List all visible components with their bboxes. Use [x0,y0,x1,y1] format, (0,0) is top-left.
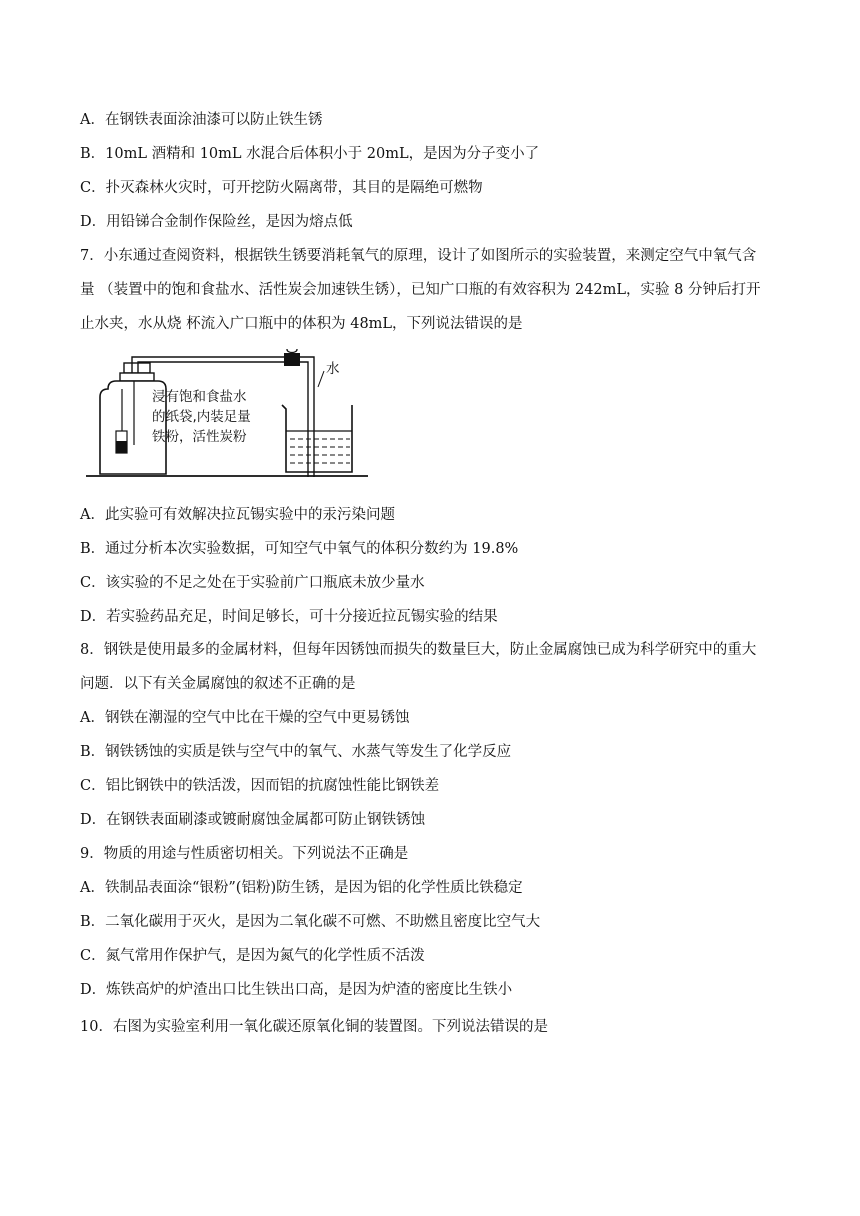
q9-option-b: B．二氧化碳用于灭火，是因为二氧化碳不可燃、不助燃且密度比空气大 [80,914,541,930]
q6-option-d: D．用铅锑合金制作保险丝，是因为熔点低 [80,214,353,230]
q7-option-c: C．该实验的不足之处在于实验前广口瓶底未放少量水 [80,575,425,591]
q9-option-a: A．铁制品表面涂“银粉”(铝粉)防生锈，是因为铝的化学性质比铁稳定 [80,880,523,896]
q8-stem-line2: 问题．以下有关金属腐蚀的叙述不正确的是 [80,676,356,692]
q10-stem: 10．右图为实验室利用一氧化碳还原氧化铜的装置图。下列说法错误的是 [80,1019,548,1035]
q6-option-a: A．在钢铁表面涂油漆可以防止铁生锈 [80,112,323,128]
q6-option-b: B．10mL 酒精和 10mL 水混合后体积小于 20mL，是因为分子变小了 [80,146,540,162]
q7-stem-line3: 止水夹，水从烧 杯流入广口瓶中的体积为 48mL，下列说法错误的是 [80,316,523,332]
q9-option-c: C．氮气常用作保护气，是因为氮气的化学性质不活泼 [80,948,425,964]
q7-option-a: A．此实验可有效解决拉瓦锡实验中的汞污染问题 [80,507,395,523]
q9-stem: 9．物质的用途与性质密切相关。下列说法不正确是 [80,846,409,862]
apparatus-diagram [86,349,368,487]
q6-option-c: C．扑灭森林火灾时，可开挖防火隔离带，其目的是隔绝可燃物 [80,180,483,196]
q7-stem-line2: 量 （装置中的饱和食盐水、活性炭会加速铁生锈），已知广口瓶的有效容积为 242mL，实验 8 分钟后打开 [80,282,761,298]
q9-option-d: D．炼铁高炉的炉渣出口比生铁出口高，是因为炉渣的密度比生铁小 [80,982,513,998]
q8-option-b: B．钢铁锈蚀的实质是铁与空气中的氧气、水蒸气等发生了化学反应 [80,744,512,760]
q8-option-c: C．铝比钢铁中的铁活泼，因而铝的抗腐蚀性能比钢铁差 [80,778,440,794]
label-bag-line3: 铁粉，活性炭粉 [152,429,247,445]
label-bag-line1: 浸有饱和食盐水 [152,389,247,405]
q7-stem-line1: 7．小东通过查阅资料，根据铁生锈要消耗氧气的原理，设计了如图所示的实验装置，来测定空气中氧气含 [80,248,757,264]
experiment-apparatus-figure [86,349,368,487]
q8-option-d: D．在钢铁表面刷漆或镀耐腐蚀金属都可防止钢铁锈蚀 [80,812,426,828]
q7-option-d: D．若实验药品充足，时间足够长，可十分接近拉瓦锡实验的结果 [80,609,498,625]
q7-option-b: B．通过分析本次实验数据，可知空气中氧气的体积分数约为 19.8% [80,541,519,557]
q8-stem-line1: 8．钢铁是使用最多的金属材料，但每年因锈蚀而损失的数量巨大，防止金属腐蚀已成为科学研究中的重大 [80,642,757,658]
label-water: 水 [326,361,340,377]
q8-option-a: A．钢铁在潮湿的空气中比在干燥的空气中更易锈蚀 [80,710,410,726]
label-bag-line2: 的纸袋,内装足量 [152,409,251,425]
